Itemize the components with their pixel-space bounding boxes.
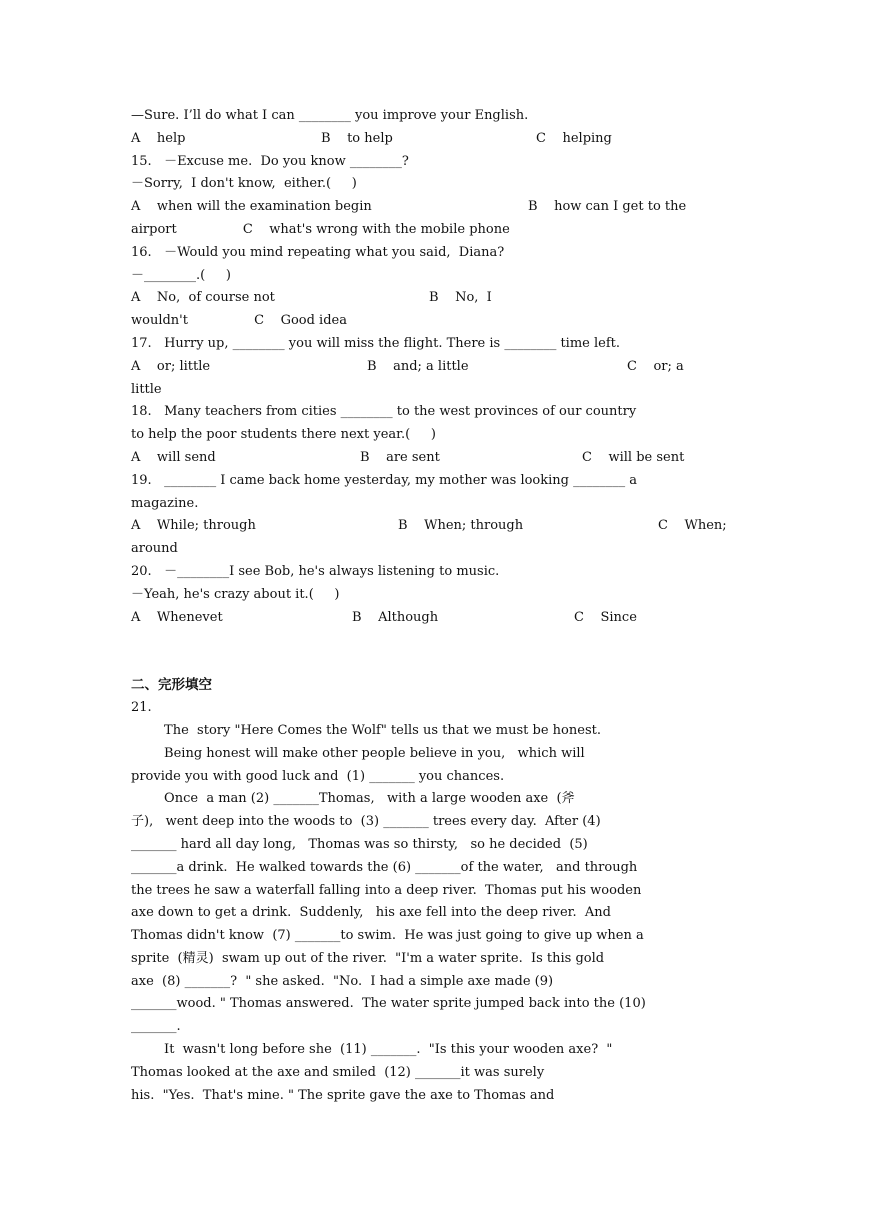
passage-line: axe down to get a drink. Suddenly, his axe fell into the deep river. And bbox=[131, 905, 611, 921]
passage-line: _______ hard all day long, Thomas was so thirsty, so he decided (5) bbox=[131, 836, 588, 852]
q16-stem: 16. －Would you mind repeating what you said, Diana? bbox=[131, 244, 505, 260]
q19-option-c-cont: around bbox=[131, 541, 178, 557]
q15-option-a: A when will the examination begin bbox=[131, 199, 372, 215]
document-page bbox=[131, 105, 741, 1107]
q20-options bbox=[131, 607, 741, 630]
question-number: 21. bbox=[131, 700, 152, 716]
q17-option-c: C or; a bbox=[627, 358, 684, 374]
q15-option-b: B how can I get to the bbox=[528, 199, 687, 215]
q16-option-a: A No, of course not bbox=[131, 290, 275, 306]
q14-dialog: —Sure. I’ll do what I can ________ you improve your English. bbox=[131, 108, 529, 123]
q19-options bbox=[131, 515, 741, 538]
passage-line: Being honest will make other people believe in you, which will bbox=[131, 745, 585, 761]
passage-line: It wasn't long before she (11) _______. "Is this your wooden axe? " bbox=[131, 1042, 613, 1058]
passage-line: The story "Here Comes the Wolf" tells us that we must be honest. bbox=[131, 722, 601, 738]
passage-line: _______a drink. He walked towards the (6) _______of the water, and through bbox=[131, 859, 638, 875]
q18-stem-cont: to help the poor students there next year.( ) bbox=[131, 427, 436, 443]
q18-option-a: A will send bbox=[131, 449, 216, 465]
q17-option-c-cont: little bbox=[131, 381, 162, 397]
q17-stem: 17. Hurry up, ________ you will miss the flight. There is ________ time left. bbox=[131, 335, 621, 351]
q20-option-a: A Whenevet bbox=[131, 609, 223, 625]
passage-line: _______wood. " Thomas answered. The water sprite jumped back into the (10) bbox=[131, 996, 646, 1012]
q15-reply: －Sorry, I don't know, either.( ) bbox=[131, 176, 357, 192]
q15-stem: 15. －Excuse me. Do you know ________? bbox=[131, 153, 409, 169]
section-heading: 二、完形填空 bbox=[131, 677, 212, 694]
q20-reply: －Yeah, he's crazy about it.( ) bbox=[131, 586, 340, 602]
q16-option-c: wouldn't C Good idea bbox=[131, 313, 347, 329]
passage-line: _______. bbox=[131, 1019, 181, 1035]
q15-option-c: airport C what's wrong with the mobile phone bbox=[131, 221, 510, 237]
passage-line: Thomas looked at the axe and smiled (12) _______it was surely bbox=[131, 1064, 545, 1080]
q20-stem: 20. －________I see Bob, he's always listening to music. bbox=[131, 563, 500, 579]
q17-option-b: B and; a little bbox=[367, 358, 469, 374]
passage-line: sprite (精灵) swam up out of the river. "I'm a water sprite. Is this gold bbox=[131, 950, 605, 966]
q17-option-a: A or; little bbox=[131, 358, 211, 374]
q18-options bbox=[131, 447, 741, 470]
q19-option-a: A While; through bbox=[131, 518, 256, 534]
q14-options bbox=[131, 128, 741, 151]
q16-reply: －________.( ) bbox=[131, 267, 231, 283]
passage-line: axe (8) _______? " she asked. "No. I had a simple axe made (9) bbox=[131, 973, 554, 989]
q15-options bbox=[131, 196, 741, 219]
q16-options bbox=[131, 287, 741, 310]
passage-line: Thomas didn't know (7) _______to swim. He was just going to give up when a bbox=[131, 928, 644, 944]
q20-option-b: B Although bbox=[352, 609, 439, 625]
q14-option-c: C helping bbox=[536, 130, 612, 146]
q16-option-b: B No, I bbox=[429, 290, 492, 306]
cloze-passage bbox=[131, 720, 741, 1108]
q17-options bbox=[131, 356, 741, 379]
q19-option-b: B When; through bbox=[398, 518, 524, 534]
q14-option-b: B to help bbox=[321, 130, 393, 146]
passage-line: 子), went deep into the woods to (3) _______ trees every day. After (4) bbox=[131, 814, 601, 830]
q18-option-c: C will be sent bbox=[582, 449, 685, 465]
q18-stem: 18. Many teachers from cities ________ to the west provinces of our country bbox=[131, 404, 637, 420]
section-gap bbox=[131, 629, 741, 674]
passage-line: the trees he saw a waterfall falling into a deep river. Thomas put his wooden bbox=[131, 882, 642, 898]
passage-line: Once a man (2) _______Thomas, with a large wooden axe (斧 bbox=[131, 791, 575, 807]
passage-line: his. "Yes. That's mine. " The sprite gave the axe to Thomas and bbox=[131, 1087, 555, 1103]
q19-stem-cont: magazine. bbox=[131, 495, 199, 511]
q18-option-b: B are sent bbox=[360, 449, 440, 465]
q19-option-c: C When; bbox=[658, 518, 727, 534]
q14-option-a: A help bbox=[131, 130, 186, 146]
q19-stem: 19. ________ I came back home yesterday, my mother was looking ________ a bbox=[131, 472, 637, 488]
q20-option-c: C Since bbox=[574, 609, 637, 625]
passage-line: provide you with good luck and (1) _______ you chances. bbox=[131, 768, 505, 784]
